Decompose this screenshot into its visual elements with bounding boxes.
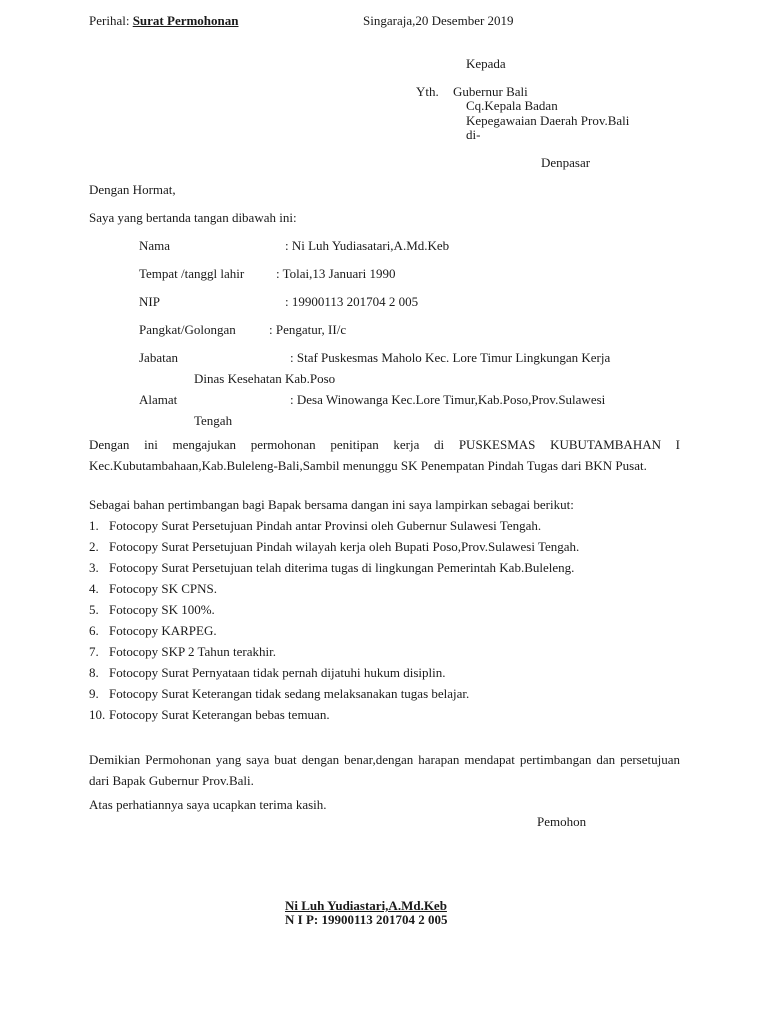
signature-role: Pemohon xyxy=(537,814,587,829)
identity-ttl-value: : Tolai,13 Januari 1990 xyxy=(276,266,396,281)
list-item xyxy=(89,623,217,639)
list-item-number: 8. xyxy=(89,665,99,680)
recipient-kepada: Kepada xyxy=(466,56,506,71)
body-paragraph: Dengan ini mengajukan permohonan penitipan kerja di PUSKESMAS KUBUTAMBAHAN I Kec.Kubutambahaan,Kab.Buleleng-Bali,Sambil menunggu SK Penempatan Pindah Tugas dari BKN Pusat. xyxy=(89,437,680,473)
identity-alamat-cont: Tengah xyxy=(194,413,233,428)
identity-jabatan-label: Jabatan xyxy=(139,350,178,365)
list-item-text: Fotocopy SK CPNS. xyxy=(109,581,217,596)
list-item xyxy=(89,539,579,555)
list-item-number: 9. xyxy=(89,686,99,701)
identity-jabatan-cont: Dinas Kesehatan Kab.Poso xyxy=(194,371,336,386)
list-item xyxy=(89,686,469,702)
list-item-number: 3. xyxy=(89,560,99,575)
recipient-line2: Cq.Kepala Badan xyxy=(466,98,558,113)
intro-text: Saya yang bertanda tangan dibawah ini: xyxy=(89,210,297,225)
closing-paragraph: Demikian Permohonan yang saya buat dengan benar,dengan harapan mendapat pertimbangan dan persetujuan dari Bapak Gubernur Prov.Bali. xyxy=(89,752,680,788)
list-item-number: 7. xyxy=(89,644,99,659)
recipient-line4: di- xyxy=(466,127,481,142)
identity-alamat-label: Alamat xyxy=(139,392,178,407)
recipient-line1: Gubernur Bali xyxy=(453,84,528,99)
place-date: Singaraja,20 Desember 2019 xyxy=(363,13,514,28)
thanks-text: Atas perhatiannya saya ucapkan terima kasih. xyxy=(89,797,327,812)
identity-alamat-value: : Desa Winowanga Kec.Lore Timur,Kab.Poso,Prov.Sulawesi xyxy=(290,392,606,407)
list-item-number: 10. xyxy=(89,707,106,722)
list-item xyxy=(89,644,276,660)
list-item-text: Fotocopy Surat Pernyataan tidak pernah dijatuhi hukum disiplin. xyxy=(109,665,446,680)
subject-value: Surat Permohonan xyxy=(132,13,239,28)
signature-nip: N I P: 19900113 201704 2 005 xyxy=(285,912,448,927)
list-item-text: Fotocopy SK 100%. xyxy=(109,602,215,617)
identity-nip-value: : 19900113 201704 2 005 xyxy=(285,294,419,309)
identity-nama-label: Nama xyxy=(139,238,171,253)
identity-nama-value: : Ni Luh Yudiasatari,A.Md.Keb xyxy=(285,238,450,253)
list-item-number: 5. xyxy=(89,602,99,617)
recipient-city: Denpasar xyxy=(541,155,591,170)
list-item-text: Fotocopy Surat Persetujuan Pindah antar Provinsi oleh Gubernur Sulawesi Tengah. xyxy=(109,518,542,533)
list-item xyxy=(89,665,446,681)
list-item-text: Fotocopy Surat Keterangan bebas temuan. xyxy=(109,707,330,722)
identity-pangkat-value: : Pengatur, II/c xyxy=(269,322,347,337)
recipient-yth: Yth. xyxy=(416,84,439,99)
recipient-line3: Kepegawaian Daerah Prov.Bali xyxy=(466,113,630,128)
list-item xyxy=(89,560,574,576)
list-item xyxy=(89,707,330,723)
signature-name: Ni Luh Yudiastari,A.Md.Keb xyxy=(285,898,447,913)
list-item xyxy=(89,581,217,597)
list-item-text: Fotocopy Surat Keterangan tidak sedang melaksanakan tugas belajar. xyxy=(109,686,470,701)
identity-jabatan-value: : Staf Puskesmas Maholo Kec. Lore Timur Lingkungan Kerja xyxy=(290,350,611,365)
list-item xyxy=(89,518,541,534)
list-item xyxy=(89,602,215,618)
identity-nip-label: NIP xyxy=(139,294,160,309)
list-item-text: Fotocopy KARPEG. xyxy=(109,623,217,638)
subject-label: Perihal: xyxy=(89,13,130,28)
identity-pangkat-label: Pangkat/Golongan xyxy=(139,322,236,337)
list-item-number: 6. xyxy=(89,623,99,638)
salutation: Dengan Hormat, xyxy=(89,182,176,197)
identity-ttl-label: Tempat /tanggl lahir xyxy=(139,266,245,281)
list-item-text: Fotocopy SKP 2 Tahun terakhir. xyxy=(109,644,277,659)
list-item-number: 2. xyxy=(89,539,99,554)
list-item-number: 4. xyxy=(89,581,99,596)
list-item-text: Fotocopy Surat Persetujuan telah diterima tugas di lingkungan Pemerintah Kab.Buleleng. xyxy=(109,560,575,575)
attachment-intro: Sebagai bahan pertimbangan bagi Bapak bersama dangan ini saya lampirkan sebagai berikut: xyxy=(89,497,574,512)
list-item-number: 1. xyxy=(89,518,99,533)
subject-line xyxy=(89,13,239,29)
list-item-text: Fotocopy Surat Persetujuan Pindah wilayah kerja oleh Bupati Poso,Prov.Sulawesi Tengah. xyxy=(109,539,580,554)
